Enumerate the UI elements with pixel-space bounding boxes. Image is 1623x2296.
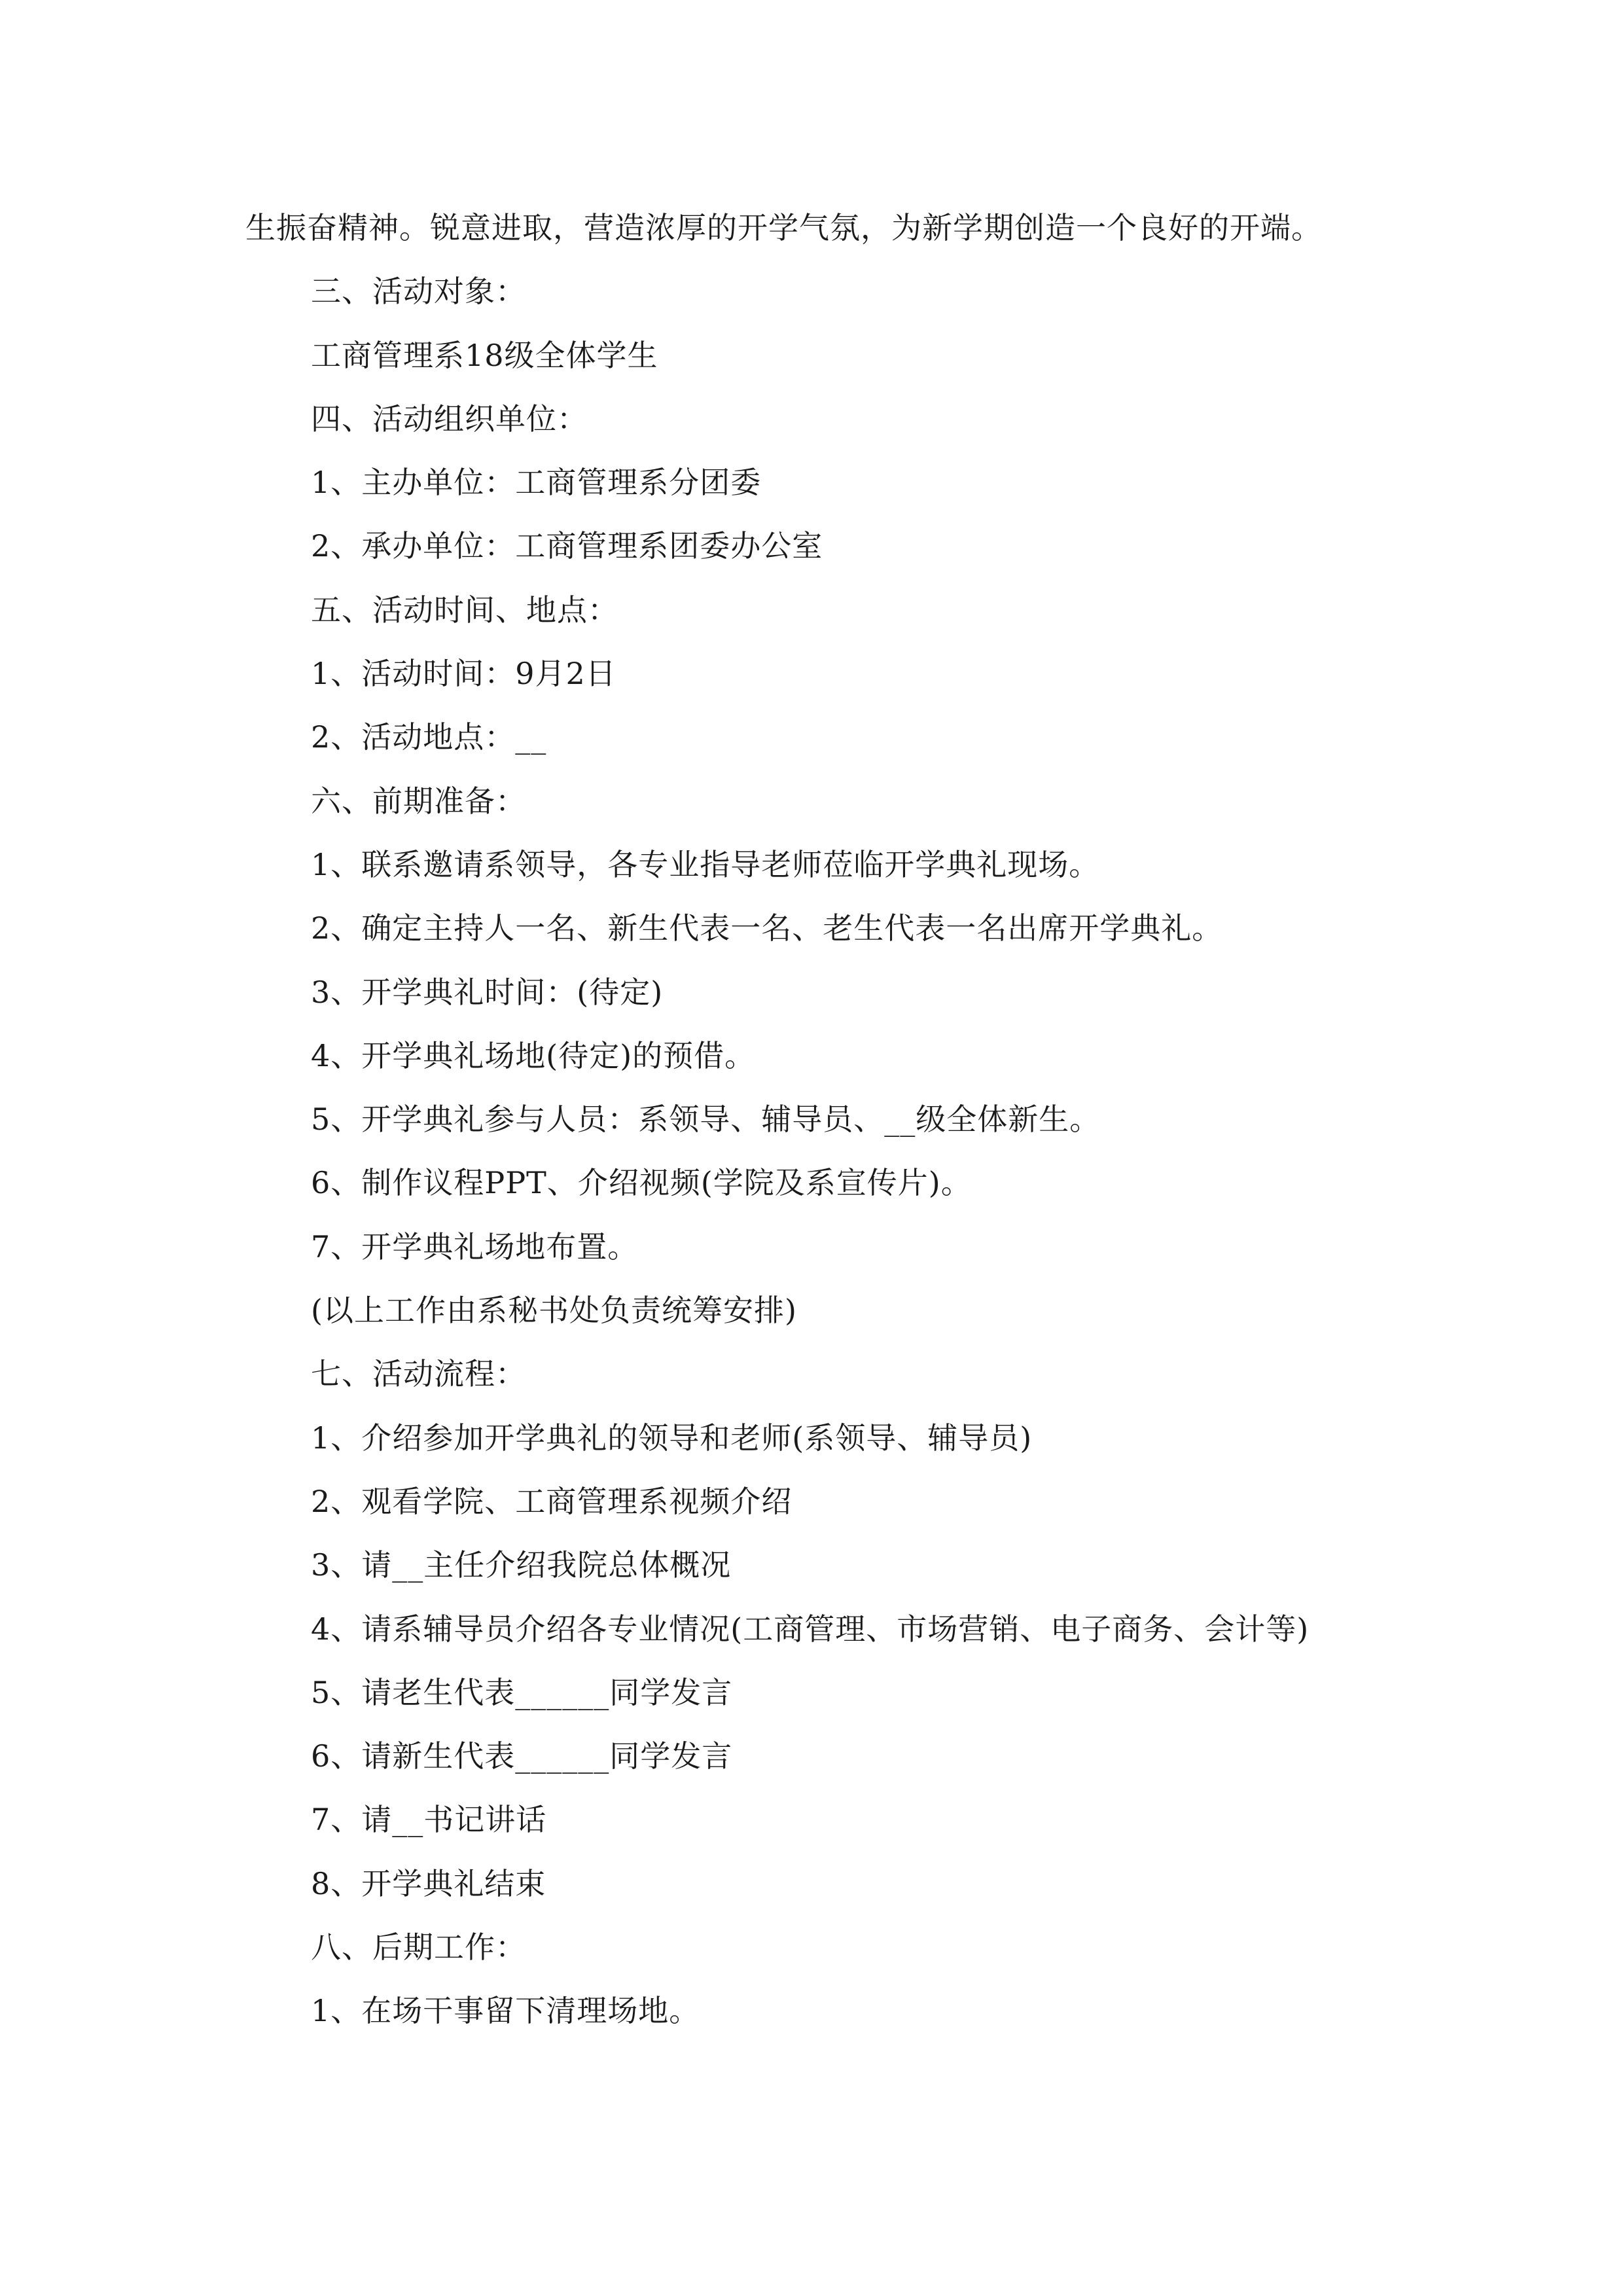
section-heading-activity-target: 三、活动对象： xyxy=(311,274,526,310)
section-heading-procedure: 七、活动流程： xyxy=(311,1356,526,1392)
list-item: 2、承办单位：工商管理系团委办公室 xyxy=(311,528,823,564)
list-item: 4、请系辅导员介绍各专业情况(工商管理、市场营销、电子商务、会计等) xyxy=(311,1611,1310,1647)
section-heading-time-place: 五、活动时间、地点： xyxy=(311,592,618,628)
list-item: 8、开学典礼结束 xyxy=(311,1865,546,1901)
section-heading-preparation: 六、前期准备： xyxy=(311,783,526,819)
list-item: 5、请老生代表______同学发言 xyxy=(311,1674,733,1710)
list-item: 3、请__主任介绍我院总体概况 xyxy=(311,1547,732,1583)
list-item: 1、在场干事留下清理场地。 xyxy=(311,1993,700,2029)
paragraph-note: (以上工作由系秘书处负责统筹安排) xyxy=(311,1293,797,1329)
list-item: 7、请__书记讲话 xyxy=(311,1802,547,1838)
list-item: 7、开学典礼场地布置。 xyxy=(311,1229,639,1265)
paragraph-line: 工商管理系18级全体学生 xyxy=(311,337,658,373)
list-item: 1、活动时间：9月2日 xyxy=(311,656,616,692)
list-item: 6、制作议程PPT、介绍视频(学院及系宣传片)。 xyxy=(311,1165,972,1201)
list-item: 1、介绍参加开学典礼的领导和老师(系领导、辅导员) xyxy=(311,1420,1033,1456)
section-heading-followup: 八、后期工作： xyxy=(311,1929,526,1965)
list-item: 2、观看学院、工商管理系视频介绍 xyxy=(311,1483,793,1519)
list-item: 2、活动地点：__ xyxy=(311,719,547,755)
list-item: 4、开学典礼场地(待定)的预借。 xyxy=(311,1037,756,1073)
paragraph-continuation: 生振奋精神。锐意进取，营造浓厚的开学气氛，为新学期创造一个良好的开端。 xyxy=(245,210,1322,245)
list-item: 5、开学典礼参与人员：系领导、辅导员、__级全体新生。 xyxy=(311,1102,1101,1138)
document-body xyxy=(245,196,1417,2043)
list-item: 6、请新生代表______同学发言 xyxy=(311,1738,733,1774)
list-item: 1、联系邀请系领导，各专业指导老师莅临开学典礼现场。 xyxy=(311,846,1100,882)
list-item: 1、主办单位：工商管理系分团委 xyxy=(311,465,762,501)
section-heading-organizers: 四、活动组织单位： xyxy=(311,401,588,437)
list-item: 2、确定主持人一名、新生代表一名、老生代表一名出席开学典礼。 xyxy=(311,910,1223,946)
list-item: 3、开学典礼时间：(待定) xyxy=(311,974,664,1010)
